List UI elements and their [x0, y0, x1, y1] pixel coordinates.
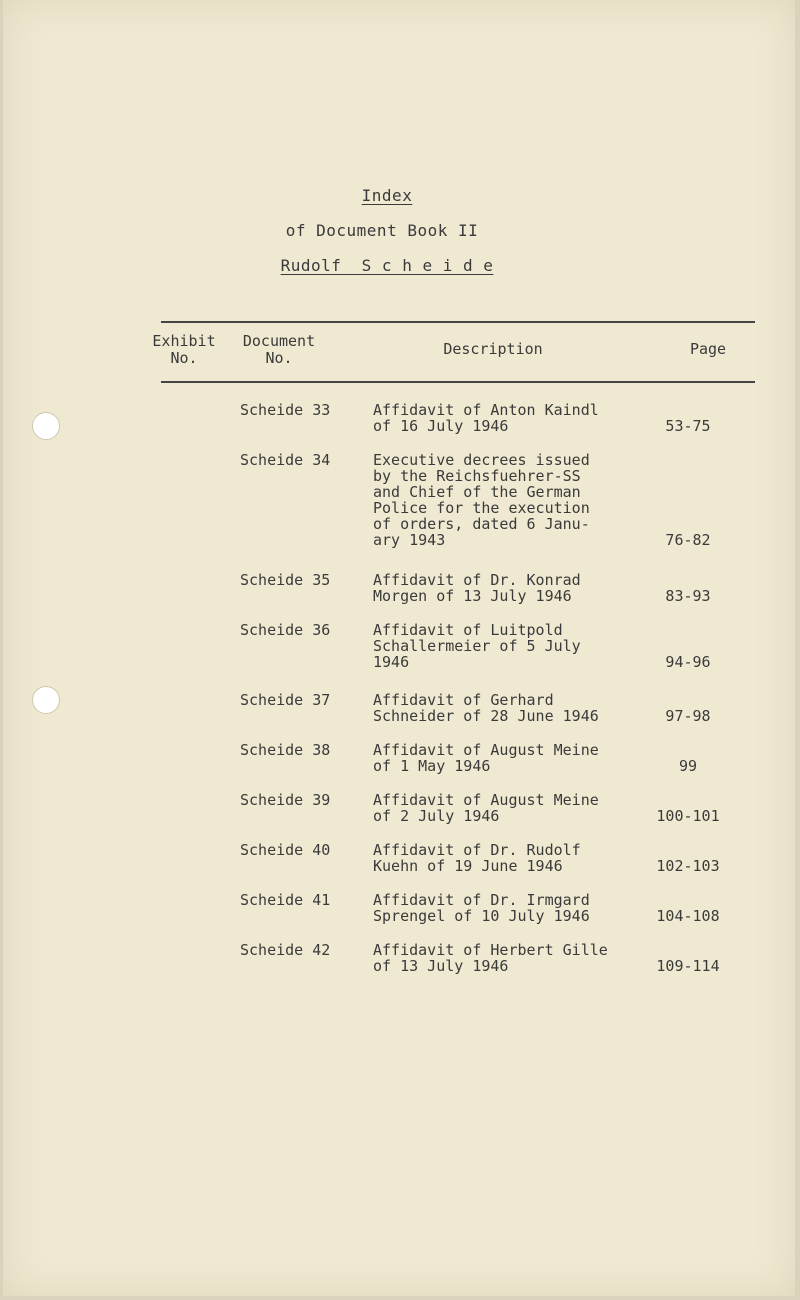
name-first: Rudolf: [280, 256, 342, 275]
index-subtitle: of Document Book II: [285, 221, 479, 240]
document-number: Scheide 37: [240, 691, 331, 709]
document-number: Scheide 39: [240, 791, 331, 809]
document-number: Scheide 40: [240, 841, 331, 859]
column-header-description: Description: [443, 340, 543, 358]
document-number: Scheide 41: [240, 891, 331, 909]
document-number: Scheide 42: [240, 941, 331, 959]
document-number: Scheide 33: [240, 401, 331, 419]
page-range: 83-93: [665, 587, 711, 605]
document-number: Scheide 34: [240, 451, 331, 469]
page-range: 100-101: [656, 807, 720, 825]
punch-hole: [32, 412, 60, 440]
document-description: Affidavit of August Meine of 2 July 1946: [373, 791, 599, 825]
page-range: 109-114: [656, 957, 720, 975]
document-description: Executive decrees issued by the Reichsfuehrer-SS and Chief of the German Police for the execution of orders, dated 6 Janu- ary 1943: [373, 451, 590, 549]
page-range: 104-108: [656, 907, 720, 925]
document-number: Scheide 36: [240, 621, 331, 639]
column-header-page: Page: [689, 340, 727, 358]
name-last: S c h e i d e: [361, 256, 494, 275]
document-description: Affidavit of Herbert Gille of 13 July 1946: [373, 941, 608, 975]
defendant-name: [3, 256, 771, 275]
document-number: Scheide 35: [240, 571, 331, 589]
page-range: 94-96: [665, 653, 711, 671]
document-description: Affidavit of Luitpold Schallermeier of 5 July 1946: [373, 621, 581, 671]
document-description: Affidavit of Dr. Konrad Morgen of 13 July 1946: [373, 571, 581, 605]
document-description: Affidavit of Gerhard Schneider of 28 June 1946: [373, 691, 599, 725]
document-description: Affidavit of Anton Kaindl of 16 July 1946: [373, 401, 599, 435]
page-range: 53-75: [665, 417, 711, 435]
header-rule-bottom: [161, 381, 755, 383]
page-range: 102-103: [656, 857, 720, 875]
document-description: Affidavit of August Meine of 1 May 1946: [373, 741, 599, 775]
document-description: Affidavit of Dr. Irmgard Sprengel of 10 July 1946: [373, 891, 590, 925]
document-number: Scheide 38: [240, 741, 331, 759]
page-range: 99: [678, 757, 698, 775]
document-description: Affidavit of Dr. Rudolf Kuehn of 19 June 1946: [373, 841, 581, 875]
document-page: [3, 0, 795, 1296]
column-header-exhibit: Exhibit No.: [152, 332, 216, 367]
page-range: 97-98: [665, 707, 711, 725]
page-range: 76-82: [665, 531, 711, 549]
column-header-document: Document No.: [242, 332, 316, 367]
header-rule-top: [161, 321, 755, 323]
index-title: Index: [361, 186, 413, 205]
punch-hole: [32, 686, 60, 714]
